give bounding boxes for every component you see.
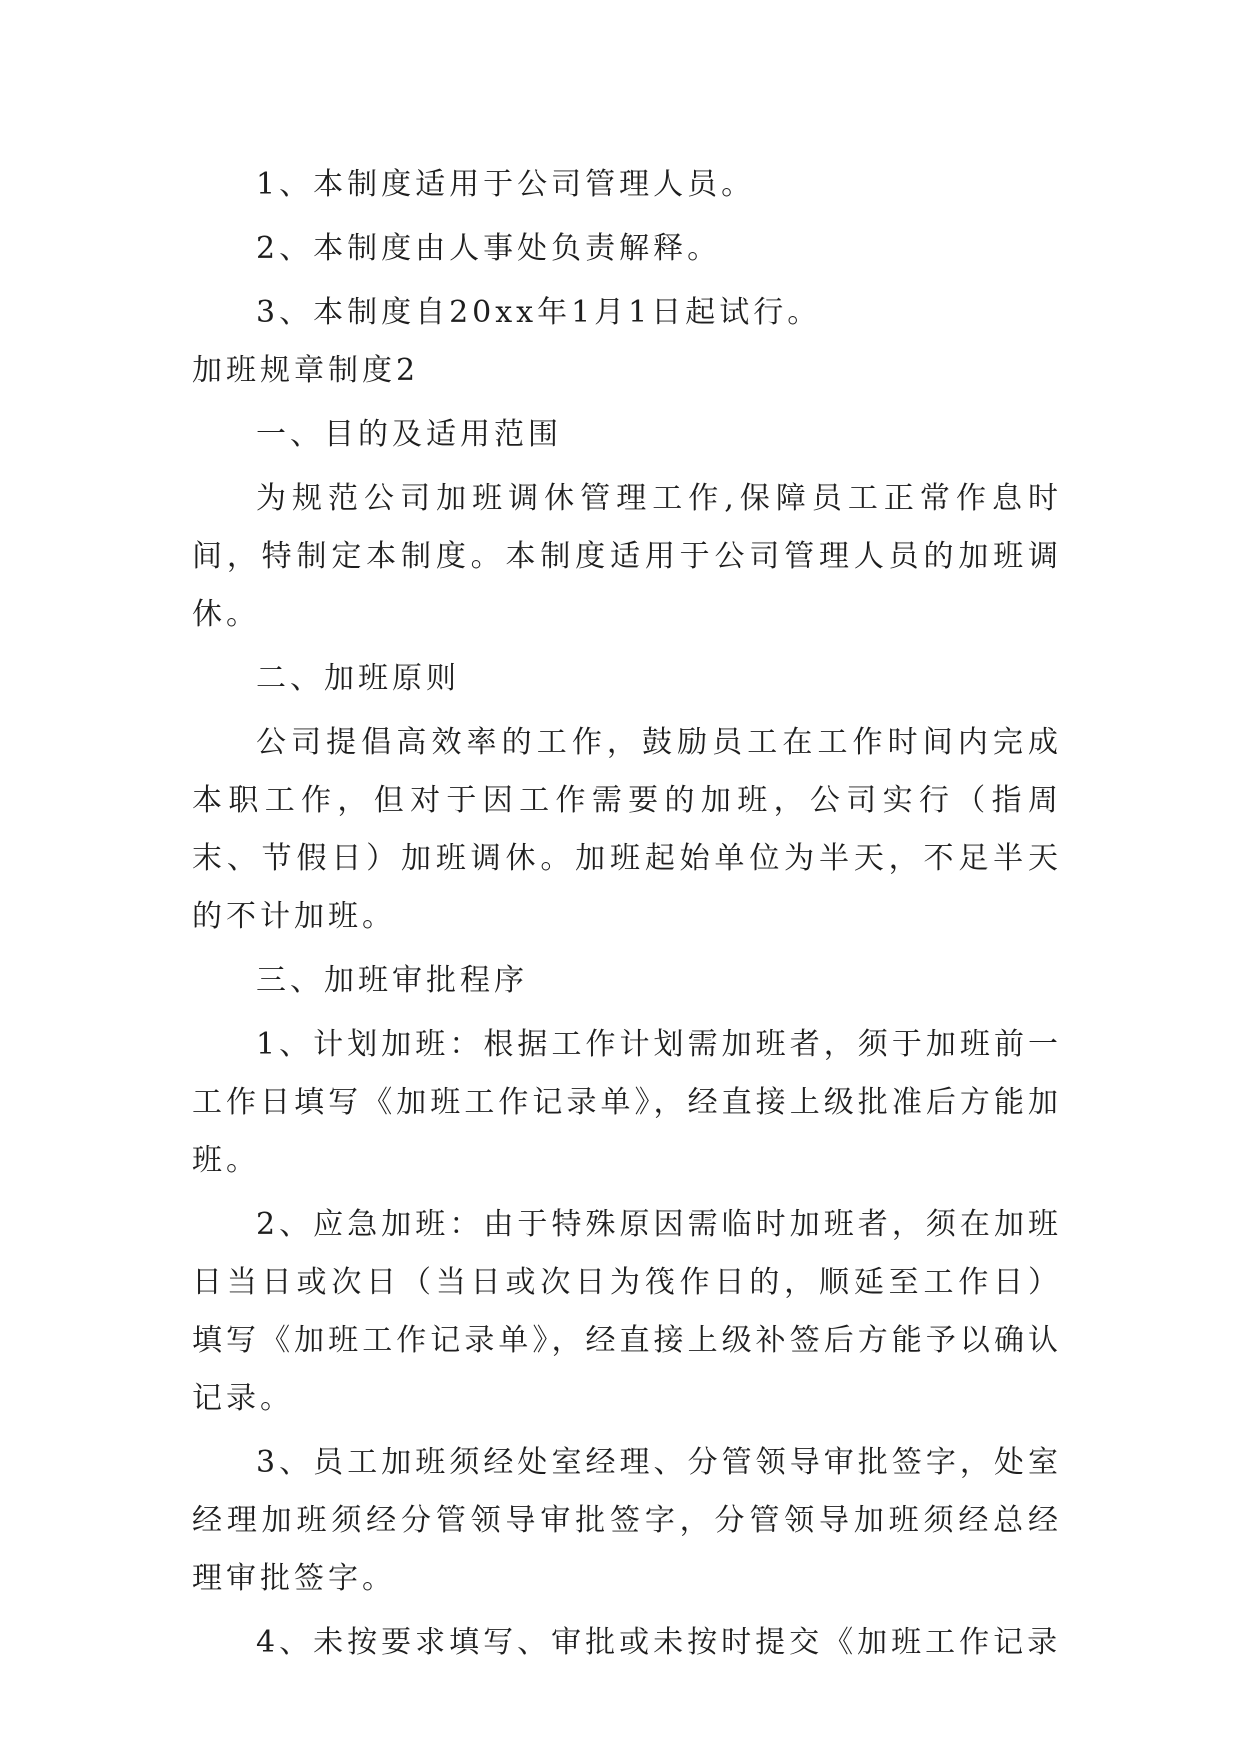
clause-2-paragraph: 2、本制度由人事处负责解释。 [256, 231, 722, 266]
heading-purpose: 一、目的及适用范围 [256, 417, 562, 452]
approval-item-1: 1、计划加班：根据工作计划需加班者，须于加班前一工作日填写《加班工作记录单》，经直接上级批准后方能加班。 [192, 1027, 1062, 1178]
purpose-paragraph: 为规范公司加班调休管理工作,保障员工正常作息时间，特制定本制度。本制度适用于公司管理人员的加班调休。 [192, 481, 1062, 632]
approval-item-4: 4、未按要求填写、审批或未按时提交《加班工作记录 [256, 1625, 1062, 1660]
clause-1-paragraph: 1、本制度适用于公司管理人员。 [256, 167, 756, 202]
heading-principle: 二、加班原则 [256, 661, 460, 696]
principle-paragraph: 公司提倡高效率的工作，鼓励员工在工作时间内完成本职工作，但对于因工作需要的加班，公司实行（指周末、节假日）加班调休。加班起始单位为半天，不足半天的不计加班。 [192, 725, 1062, 934]
heading-approval: 三、加班审批程序 [256, 963, 528, 998]
section-title: 加班规章制度2 [192, 353, 420, 388]
document-body [192, 156, 1062, 1672]
clause-3-paragraph: 3、本制度自20xx年1月1日起试行。 [256, 295, 822, 330]
approval-item-3: 3、员工加班须经处室经理、分管领导审批签字，处室经理加班须经分管领导审批签字，分管领导加班须经总经理审批签字。 [192, 1445, 1062, 1596]
approval-item-2: 2、应急加班：由于特殊原因需临时加班者，须在加班日当日或次日（当日或次日为筏作日的，顺延至工作日）填写《加班工作记录单》，经直接上级补签后方能予以确认记录。 [192, 1207, 1062, 1416]
